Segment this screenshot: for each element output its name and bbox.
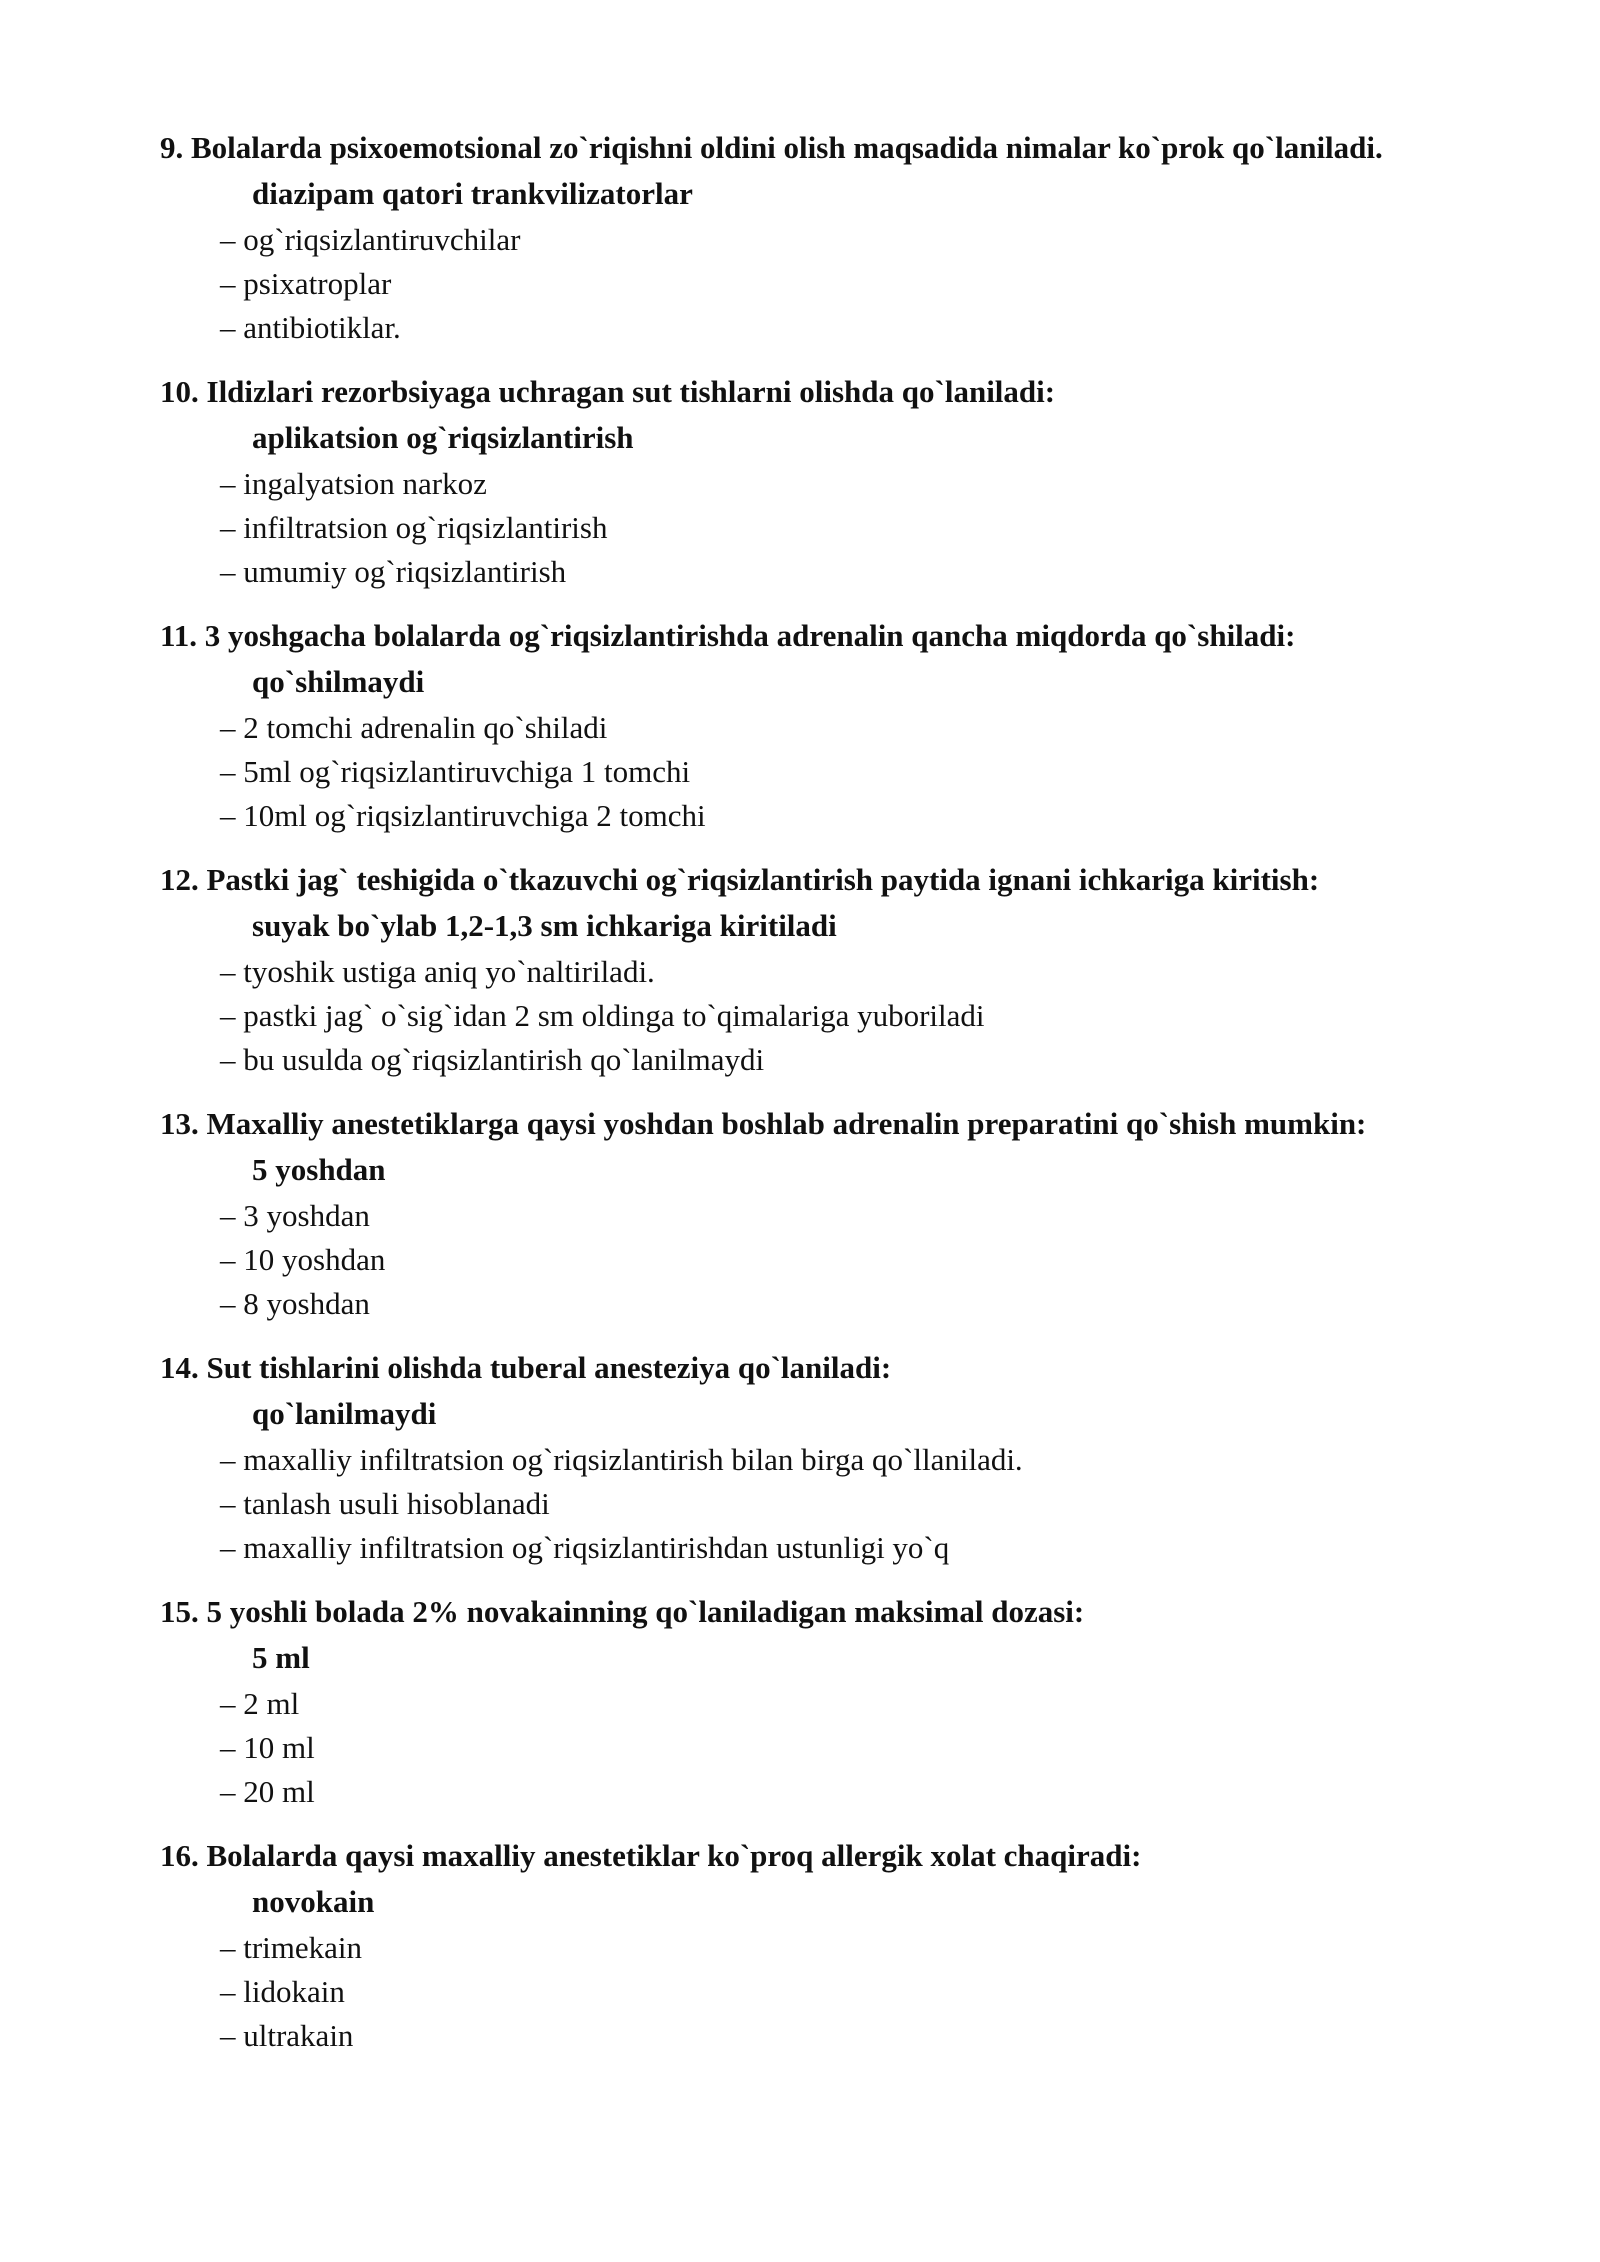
answer-option: – pastki jag` o`sig`idan 2 sm oldinga to`qimalariga yuboriladi (220, 998, 985, 1033)
question-12 (160, 858, 1490, 1082)
correct-answer: diazipam qatori trankvilizatorlar (252, 176, 693, 211)
answer-option: – antibiotiklar. (220, 310, 401, 345)
question-14 (160, 1346, 1490, 1570)
answer-option: – psixatroplar (220, 266, 392, 301)
question-title: 15. 5 yoshli bolada 2% novakainning qo`laniladigan maksimal dozasi: (160, 1594, 1085, 1629)
correct-answer: qo`lanilmaydi (252, 1396, 437, 1431)
question-11 (160, 614, 1490, 838)
question-title: 14. Sut tishlarini olishda tuberal anesteziya qo`laniladi: (160, 1350, 892, 1385)
answer-option: – 10 yoshdan (220, 1242, 386, 1277)
answer-option: – trimekain (220, 1930, 363, 1965)
answer-option: – 2 tomchi adrenalin qo`shiladi (220, 710, 608, 745)
correct-answer: 5 ml (252, 1640, 310, 1675)
question-title: 12. Pastki jag` teshigida o`tkazuvchi og`riqsizlantirish paytida ignani ichkariga kiritish: (160, 862, 1320, 897)
answer-option: – 3 yoshdan (220, 1198, 370, 1233)
question-16 (160, 1834, 1490, 2058)
answer-option: – maxalliy infiltratsion og`riqsizlantirishdan ustunligi yo`q (220, 1530, 950, 1565)
answer-option: – 10ml og`riqsizlantiruvchiga 2 tomchi (220, 798, 706, 833)
answer-option: – infiltratsion og`riqsizlantirish (220, 510, 608, 545)
question-13 (160, 1102, 1490, 1326)
question-10 (160, 370, 1490, 594)
answer-option: – 20 ml (220, 1774, 315, 1809)
answer-option: – maxalliy infiltratsion og`riqsizlantirish bilan birga qo`llaniladi. (220, 1442, 1023, 1477)
correct-answer: qo`shilmaydi (252, 664, 425, 699)
answer-option: – 5ml og`riqsizlantiruvchiga 1 tomchi (220, 754, 691, 789)
question-title: 16. Bolalarda qaysi maxalliy anestetiklar ko`proq allergik xolat chaqiradi: (160, 1838, 1142, 1873)
answer-option: – og`riqsizlantiruvchilar (220, 222, 521, 257)
answer-option: – lidokain (220, 1974, 345, 2009)
answer-option: – 2 ml (220, 1686, 300, 1721)
question-title: 9. Bolalarda psixoemotsional zo`riqishni oldini olish maqsadida nimalar ko`prok qo`laniladi. (160, 130, 1383, 165)
question-title: 10. Ildizlari rezorbsiyaga uchragan sut tishlarni olishda qo`laniladi: (160, 374, 1056, 409)
answer-option: – 8 yoshdan (220, 1286, 370, 1321)
correct-answer: suyak bo`ylab 1,2-1,3 sm ichkariga kiritiladi (252, 908, 837, 943)
correct-answer: novokain (252, 1884, 375, 1919)
answer-option: – bu usulda og`riqsizlantirish qo`lanilmaydi (220, 1042, 765, 1077)
question-title: 11. 3 yoshgacha bolalarda og`riqsizlantirishda adrenalin qancha miqdorda qo`shiladi: (160, 618, 1296, 653)
question-15 (160, 1590, 1490, 1814)
correct-answer: aplikatsion og`riqsizlantirish (252, 420, 634, 455)
document-page (160, 126, 1490, 2078)
correct-answer: 5 yoshdan (252, 1152, 386, 1187)
answer-option: – 10 ml (220, 1730, 315, 1765)
question-title: 13. Maxalliy anestetiklarga qaysi yoshdan boshlab adrenalin preparatini qo`shish mumkin: (160, 1106, 1367, 1141)
question-9 (160, 126, 1490, 350)
answer-option: – umumiy og`riqsizlantirish (220, 554, 567, 589)
answer-option: – tyoshik ustiga aniq yo`naltiriladi. (220, 954, 655, 989)
answer-option: – ultrakain (220, 2018, 354, 2053)
answer-option: – tanlash usuli hisoblanadi (220, 1486, 550, 1521)
answer-option: – ingalyatsion narkoz (220, 466, 487, 501)
